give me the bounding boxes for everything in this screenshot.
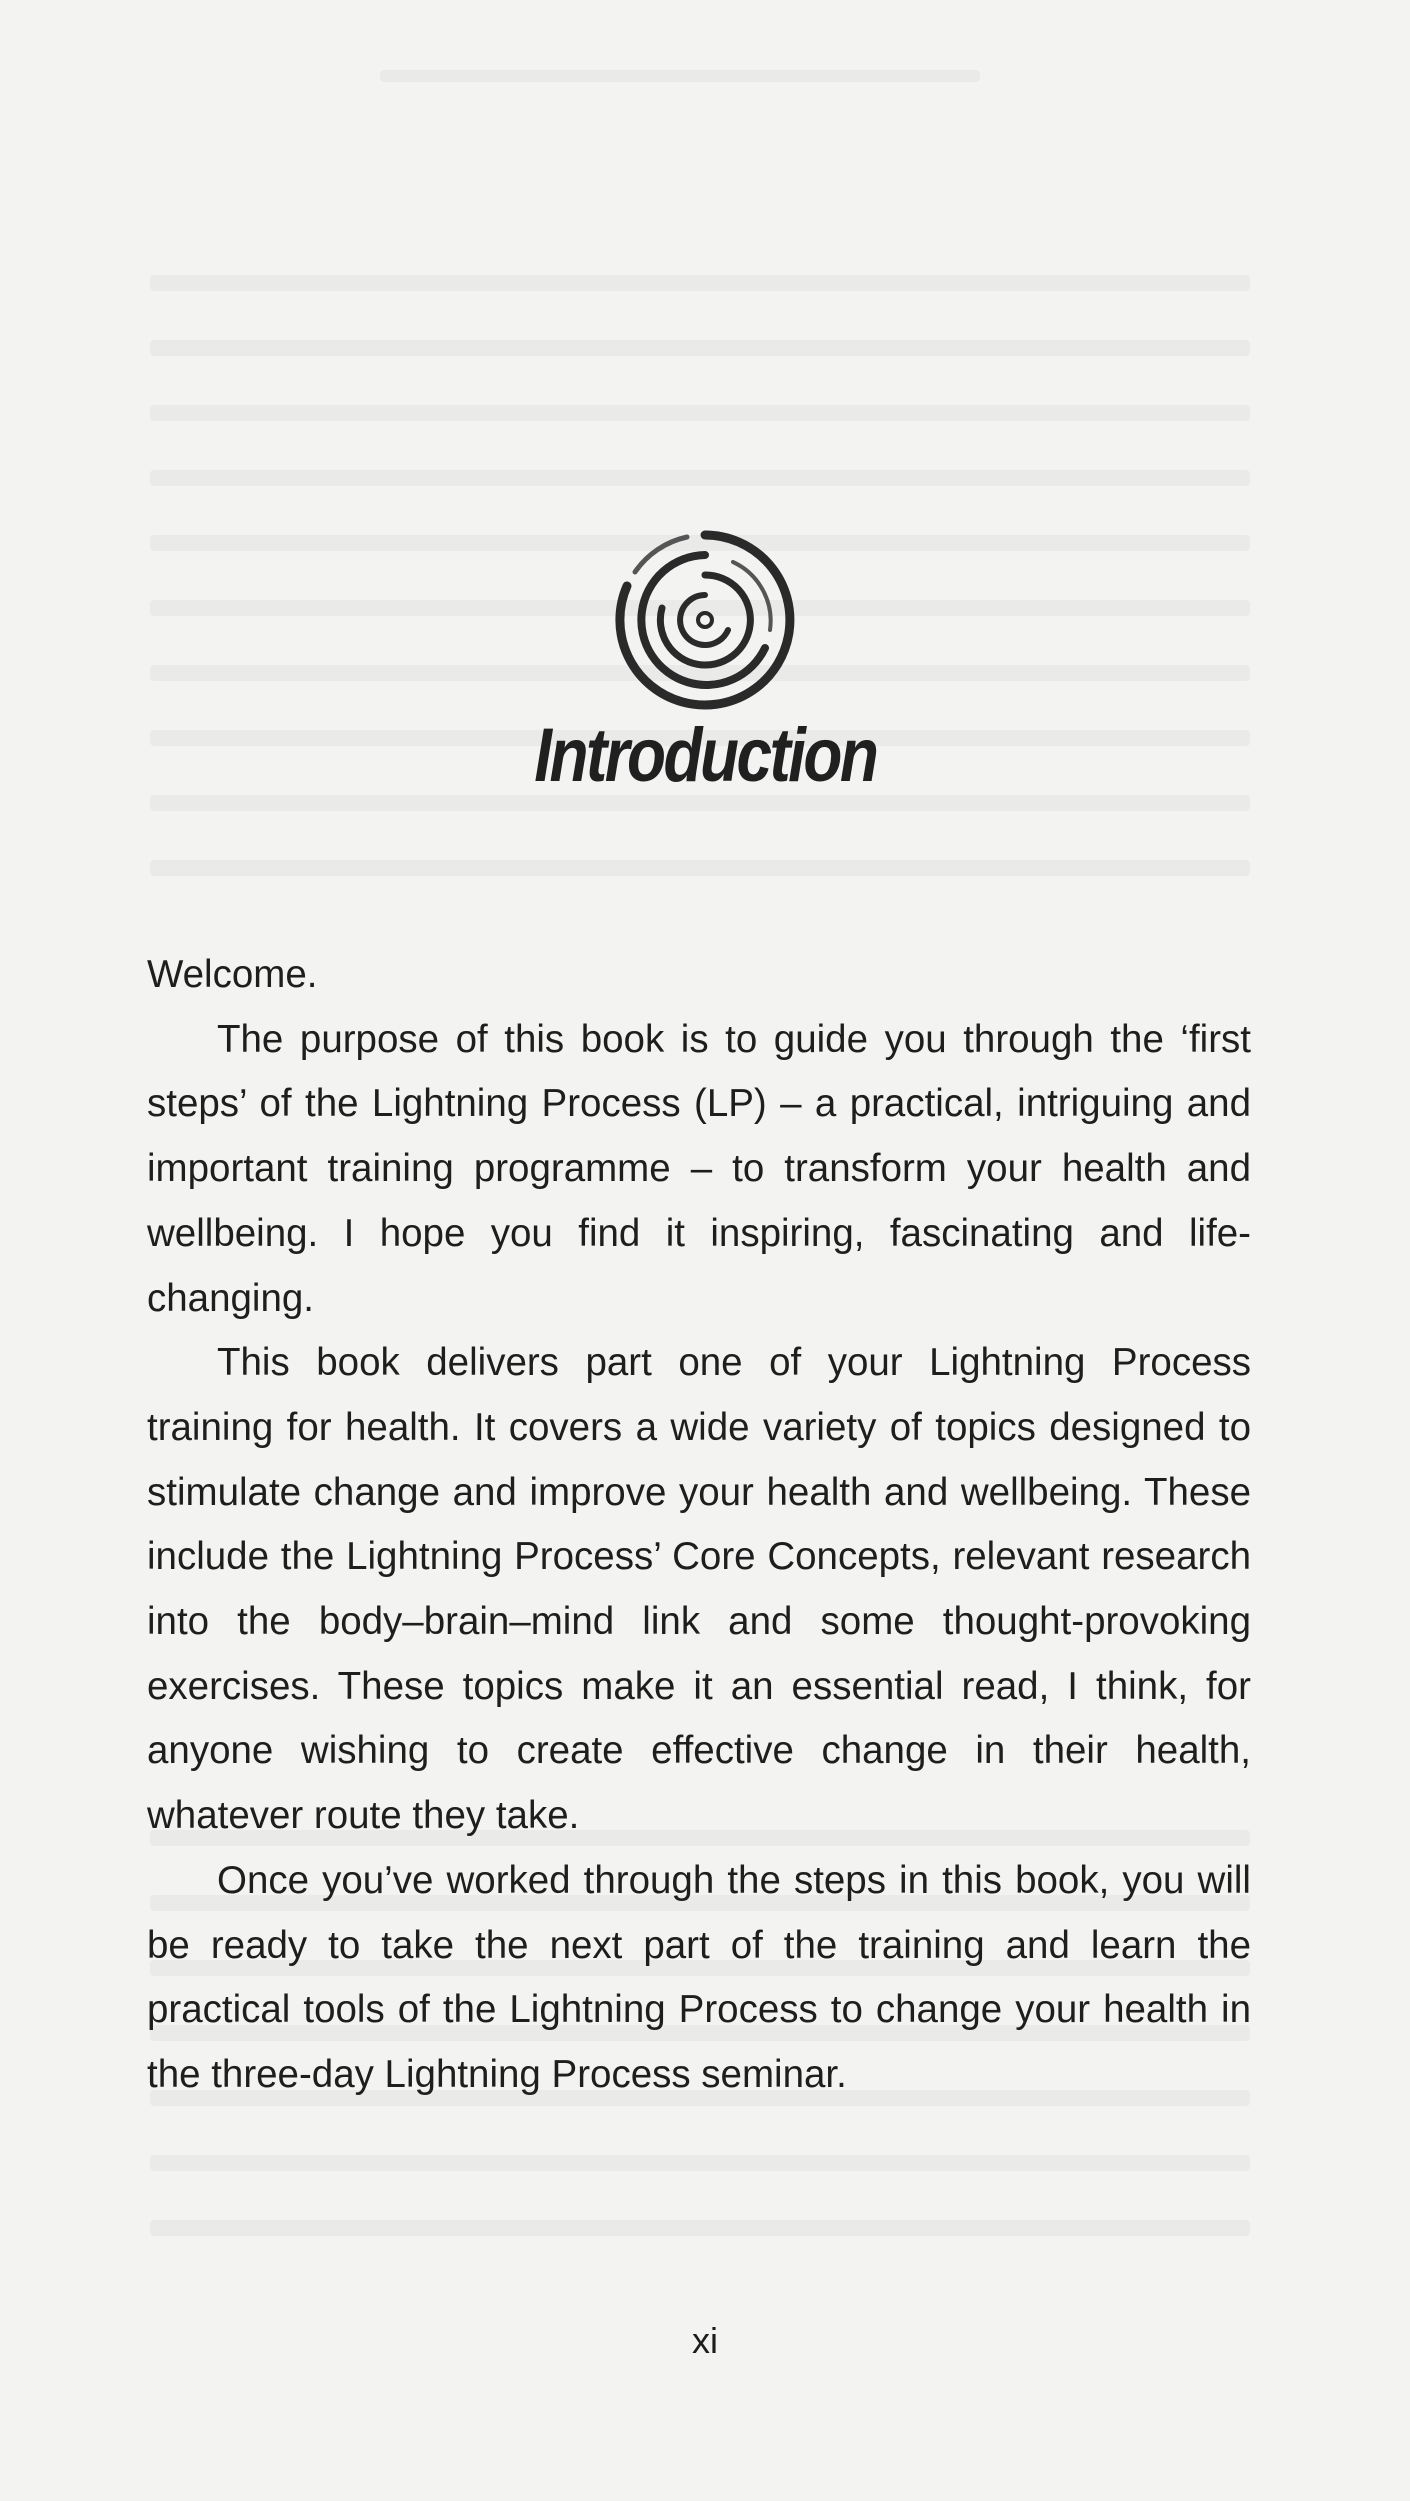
chapter-title: Introduction (534, 713, 877, 798)
paragraph-next-steps: Once you’ve worked through the steps in this book, you will be ready to take the next part of the training and learn the practical tools of the Lightning Process to change your health in the three-day Lightning Process seminar. (147, 1858, 1251, 2096)
page-number: xi (692, 2320, 718, 2361)
paragraph-book-contents: This book delivers part one of your Lightning Process training for health. It covers a wide variety of topics designed to stimulate change and improve your health and wellbeing. These include the Lightning Process’ Core Concepts, relevant research into the body–brain–mind link and some thought-provoking exercises. These topics make it an essential read, I think, for anyone wishing to create effective change in their health, whatever route they take. (147, 1341, 1251, 1838)
lightning-process-swirl-icon (605, 520, 805, 720)
paragraph-purpose: The purpose of this book is to guide you through the ‘first steps’ of the Lightning Process (LP) – a practical, intriguing and important training programme – to transform your health and wellbeing. I hope you find it inspiring, fascinating and life-changing. (147, 1017, 1251, 1320)
paragraph-welcome: Welcome. (147, 953, 318, 996)
body-text (147, 943, 1251, 2108)
